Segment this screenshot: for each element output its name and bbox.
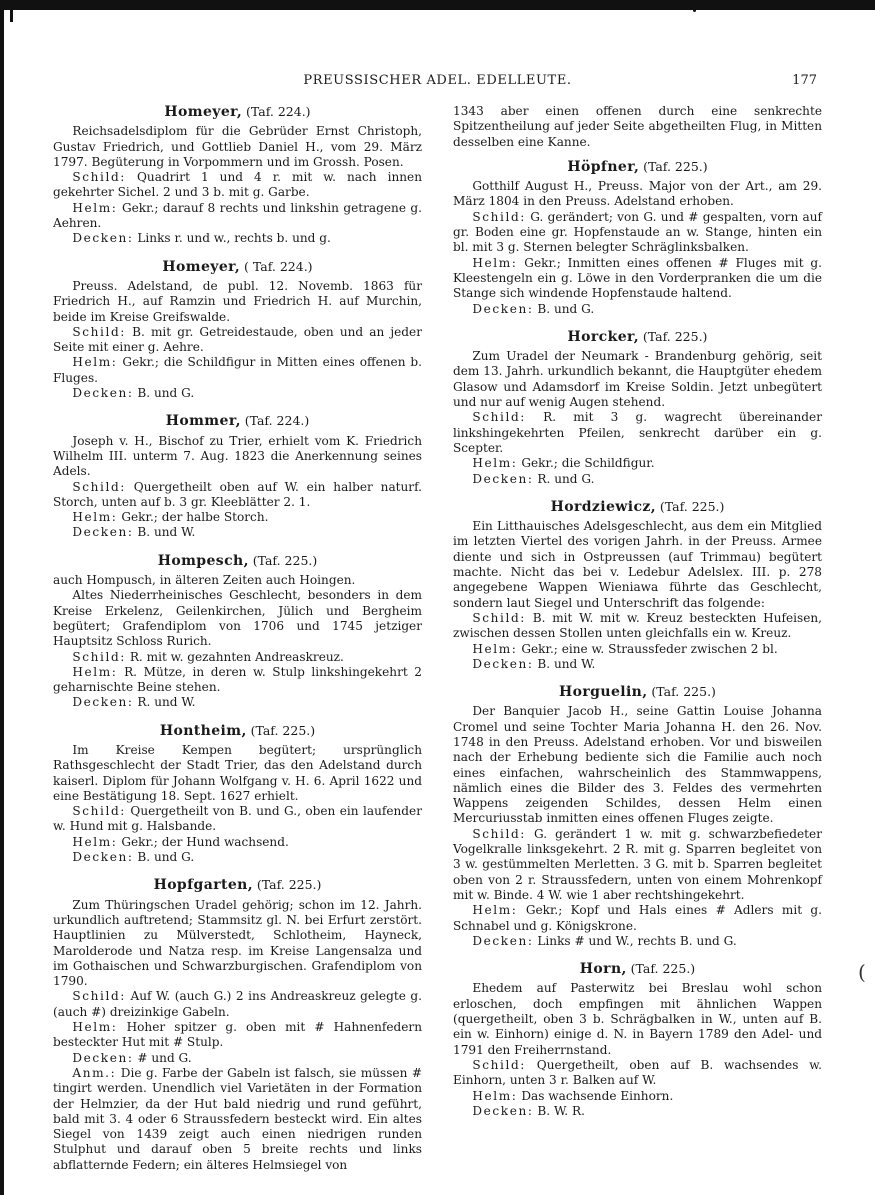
entry-text: Im Kreise Kempen begütert; ursprünglich Rathsgeschlecht der Stadt Trier, das den Adelstand durch kaiserl. Diplom für Johann Wolfgang v. H. 6. April 1622 und eine Bestätigung 18. Sept. 1627 erhielt. [53, 742, 422, 803]
entry-text: Joseph v. H., Bischof zu Trier, erhielt vom K. Friedrich Wilhelm III. unterm 7. Aug. 1823 die Anerkennung seines Adels. [53, 433, 422, 479]
schild-line: Schild: B. mit gr. Getreidestaude, oben und an jeder Seite mit einer g. Aehre. [53, 324, 422, 355]
entry-text: Zum Thüringschen Uradel gehörig; schon im 12. Jahrh. urkundlich auftretend; Stammsitz gl. N. bei Erfurt zerstört. Hauptlinien zu Mülverstedt, Schlotheim, Hayneck, Marolderode und Natza resp. im Kreise Langensalza und im Gothaischen und Schwarzburgischen. Grafendiplom von 1790. [53, 897, 422, 989]
entry-name: Hordziewicz, [550, 498, 657, 515]
entry-heading [53, 723, 422, 739]
entry-text: Zum Uradel der Neumark - Brandenburg gehörig, seit dem 13. Jahrh. urkundlich bekannt, die Hauptgüter ehedem Glasow und Adamsdorf im Kreise Soldin. Jetzt unbegütert und nur auf wenig Augen stehend. [453, 349, 822, 410]
decken-line: Decken: B. und G. [472, 301, 595, 316]
entry-plate: ( Taf. 224.) [244, 258, 313, 274]
scan-dot [693, 9, 696, 12]
entry-hommer [53, 413, 422, 540]
schild-line: Schild: Quergetheilt von B. und G., oben ein laufender w. Hund mit g. Halsbande. [53, 804, 422, 834]
decken-line: Decken: Links r. und w., rechts b. und g. [72, 231, 331, 246]
entry-hontheim [53, 723, 422, 866]
entry-alias: auch Hompusch, in älteren Zeiten auch Hoingen. [53, 573, 356, 588]
helm-line: Helm: Gekr.; der halbe Storch. [72, 510, 269, 525]
schild-line: Schild: Quergetheilt, oben auf B. wachsendes w. Einhorn, unten 3 r. Balken auf W. [453, 1057, 822, 1088]
entry-plate: (Taf. 225.) [642, 328, 708, 344]
helm-line: Helm: R. Mütze, in deren w. Stulp linkshingekehrt 2 geharnischte Beine stehen. [53, 664, 422, 695]
schild-line: Schild: Quergetheilt oben auf W. ein halber naturf. Storch, unten auf b. 3 gr. Kleeblätter 2. 1. [53, 479, 422, 509]
entry-heading [53, 259, 422, 275]
entry-text: Reichsadelsdiplom für die Gebrüder Ernst Christoph, Gustav Friedrich, und Gottlieb Daniel H., vom 29. März 1797. Begüterung in Vorpommern und im Grossh. Posen. [53, 124, 422, 169]
header-title: PREUSSISCHER ADEL. EDELLEUTE. [303, 73, 572, 88]
entry-name: Hompesch, [157, 552, 249, 569]
entry-plate: (Taf. 225.) [256, 877, 322, 893]
running-header [0, 73, 875, 91]
entry-name: Horguelin, [559, 684, 648, 701]
helm-line: Helm: Gekr.; Inmitten eines offenen # Fluges mit g. Kleestengeln ein g. Löwe in den Vorderpranken die um die Stange sich windende Hopfenstaude haltend. [453, 255, 822, 301]
entry-plate: (Taf. 224.) [246, 104, 311, 119]
right-column [453, 104, 822, 1131]
helm-line: Helm: Gekr.; eine w. Straussfeder zwischen 2 bl. [472, 641, 778, 656]
entry-name: Horcker, [567, 328, 640, 345]
entry-plate: (Taf. 225.) [250, 722, 316, 738]
entry-hoepfner [453, 159, 822, 317]
entry-text: Preuss. Adelstand, de publ. 12. Novemb. 1863 für Friedrich H., auf Ramzin und Friedrich H. auf Murchin, beide im Kreise Greifswalde. [53, 278, 422, 324]
helm-line: Helm: Gekr.; die Schildfigur in Mitten eines offenen b. Fluges. [53, 355, 422, 385]
decken-line: Decken: B. und G. [72, 386, 195, 401]
entry-heading [453, 684, 822, 700]
page-number: 177 [792, 73, 817, 88]
decken-line: Decken: R. und G. [472, 471, 595, 486]
entry-heading [53, 413, 422, 429]
decken-line: Decken: B. und W. [72, 525, 196, 540]
entry-text-continued: 1343 aber einen offenen durch eine senkrechte Spitzentheilung auf jeder Seite abgetheilten Flug, in Mitten desselben eine Kanne. [453, 104, 822, 149]
entry-name: Höpfner, [567, 158, 640, 175]
entry-heading [453, 961, 822, 977]
entry-heading [53, 553, 422, 569]
entry-text: Ein Litthauisches Adelsgeschlecht, aus dem ein Mitglied im letzten Viertel des vorigen Jahrh. in der Preuss. Armee diente und sich in Ostpreussen (auf Trimmau) begütert machte. Nicht das bei v. Ledebur Adelslex. III. p. 278 angegebene Wappen Wieniawa führte das Geschlecht, sondern laut Siegel und Unterschrift das folgende: [453, 519, 822, 610]
decken-line: Decken: # und G. [72, 1050, 192, 1065]
helm-line: Helm: Das wachsende Einhorn. [472, 1088, 674, 1103]
scan-edge [0, 0, 4, 1195]
entry-plate: (Taf. 225.) [630, 961, 696, 977]
helm-line: Helm: Gekr.; die Schildfigur. [472, 456, 655, 471]
entry-homeyer-2 [53, 259, 422, 402]
entry-heading [53, 104, 422, 120]
schild-line: Schild: R. mit 3 g. wagrecht übereinander linkshingekehrten Pfeilen, senkrecht darüber ein g. Scepter. [453, 410, 822, 455]
entry-plate: (Taf. 225.) [252, 552, 318, 568]
schild-line: Schild: G. gerändert; von G. und # gespalten, vorn auf gr. Boden eine gr. Hopfenstaude an w. Stange, hinten ein bl. mit 3 g. Sternen belegter Schräglinksbalken. [453, 209, 822, 255]
entry-name: Homeyer, [162, 258, 241, 275]
decken-line: Decken: B. und W. [472, 656, 596, 671]
entry-horcker [453, 329, 822, 487]
entry-heading [53, 877, 422, 893]
schild-line: Schild: B. mit W. mit w. Kreuz besteckten Hufeisen, zwischen dessen Stollen unten gleichfalls ein w. Kreuz. [453, 610, 822, 641]
entry-name: Hopfgarten, [153, 877, 254, 894]
entry-plate: (Taf. 225.) [659, 498, 725, 514]
entry-name: Hommer, [165, 413, 241, 430]
helm-line: Helm: Gekr.; Kopf und Hals eines # Adlers mit g. Schnabel und g. Königskrone. [453, 903, 822, 933]
entry-text: Der Banquier Jacob H., seine Gattin Louise Johanna Cromel und seine Tochter Maria Johanna H. den 26. Nov. 1748 in den Preuss. Adelstand erhoben. Vor und bisweilen nach der Erhebung bediente sich die Familie auch noch eines einfachen, wahrscheinlich des Stammwappens, nämlich eines die Bilder des 3. Feldes des vermehrten Wappens zeigenden Schildes, dessen Helm einen Mercuriusstab inmitten eines offenen Fluges zeigte. [453, 704, 822, 826]
entry-name: Homeyer, [164, 104, 243, 120]
entry-text: Ehedem auf Pasterwitz bei Breslau wohl schon erloschen, doch empfingen mit ähnlichen Wappen (quergetheilt, oben 3 b. Schrägbalken in W., unten auf B. ein w. Einhorn) einige d. N. in Bayern 1789 den Adel- und 1791 den Freiherrnstand. [453, 981, 822, 1057]
left-column [53, 104, 422, 1185]
entry-name: Horn, [579, 961, 627, 978]
entry-hopfgarten [53, 877, 422, 1173]
decken-line: Decken: Links # und W., rechts B. und G. [472, 933, 737, 948]
scan-mark [10, 0, 13, 22]
helm-line: Helm: Gekr.; darauf 8 rechts und linkshin getragene g. Aehren. [53, 200, 422, 231]
schild-line: Schild: R. mit w. gezahnten Andreaskreuz. [72, 649, 344, 664]
entry-horn [453, 961, 822, 1119]
entry-horguelin [453, 684, 822, 949]
entry-hopfgarten-continued [453, 104, 822, 150]
anmerkung-line: Anm.: Die g. Farbe der Gabeln ist falsch, sie müssen # tingirt werden. Unendlich viel Varietäten in der Formation der Helmzier, da der Hut bald niedrig und rund geführt, bald mit 3. 4 oder 6 Straussfedern besteckt wird. Ein altes Siegel von 1439 zeigt auch einen niedrigen runden Stulphut und darauf oben 5 breite rechts und links abflatternde Federn; ein älteres Helmsiegel von [53, 1065, 422, 1172]
binding-mark-icon: ( [858, 960, 866, 984]
schild-line: Schild: G. gerändert 1 w. mit g. schwarzbefiedeter Vogelkralle linksgekehrt. 2 R. mit g. Sparren begleitet von 3 w. gestümmelten Merletten. 3 G. mit b. Sparren begleitet oben von 2 r. Straussfedern, unten von einem Mohrenkopf mit w. Binde. 4 W. wie 1 aber rechtshingekehrt. [453, 826, 822, 902]
helm-line: Helm: Gekr.; der Hund wachsend. [72, 834, 289, 849]
entry-plate: (Taf. 225.) [651, 684, 716, 700]
entry-heading [453, 329, 822, 345]
entry-hordziewicz [453, 499, 822, 672]
decken-line: Decken: B. W. R. [472, 1103, 585, 1118]
helm-line: Helm: Hoher spitzer g. oben mit # Hahnenfedern besteckter Hut mit # Stulp. [53, 1020, 422, 1050]
entry-plate: (Taf. 224.) [244, 413, 310, 429]
entry-text: Gotthilf August H., Preuss. Major von der Art., am 29. März 1804 in den Preuss. Adelstand erhoben. [453, 179, 822, 209]
schild-line: Schild: Auf W. (auch G.) 2 ins Andreaskreuz gelegte g. (auch #) dreizinkige Gabeln. [53, 989, 422, 1019]
decken-line: Decken: R. und W. [72, 695, 196, 710]
schild-line: Schild: Quadrirt 1 und 4 r. mit w. nach innen gekehrter Sichel. 2 und 3 b. mit g. Garbe. [53, 170, 422, 200]
entry-plate: (Taf. 225.) [643, 158, 708, 174]
entry-text: Altes Niederrheinisches Geschlecht, besonders in dem Kreise Erkelenz, Geilenkirchen, Jülich und Bergheim begütert; Grafendiplom von 1706 und 1745 jetziger Hauptsitz Schloss Rurich. [53, 588, 422, 649]
decken-line: Decken: B. und G. [72, 850, 195, 865]
entry-heading [453, 499, 822, 515]
scan-top-border [0, 0, 875, 10]
entry-hompesch [53, 553, 422, 711]
entry-name: Hontheim, [159, 722, 247, 739]
entry-heading [453, 159, 822, 175]
entry-homeyer-1 [53, 104, 422, 247]
